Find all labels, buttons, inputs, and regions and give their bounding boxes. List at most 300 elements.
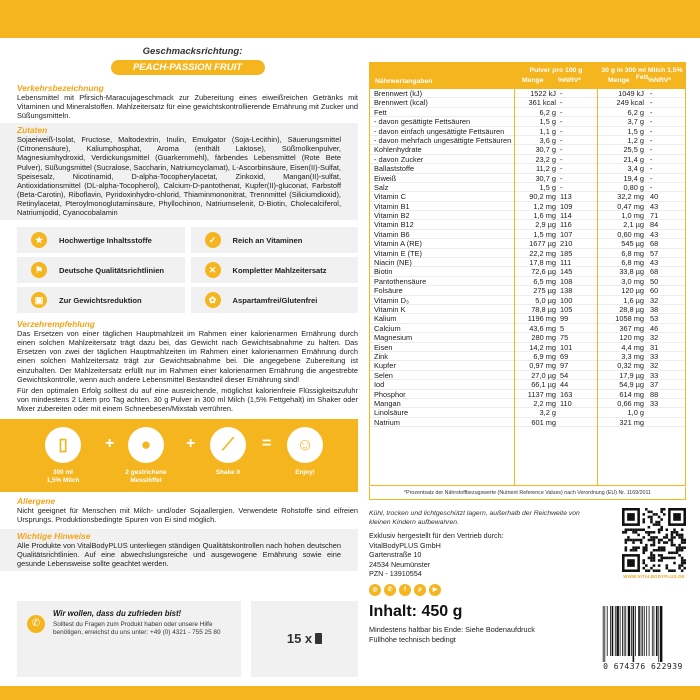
- nutrient-name: Niacin (NE): [374, 258, 412, 268]
- milk-amount: 0,47 mg: [617, 201, 644, 211]
- milk-amount: 54,9 µg: [619, 380, 644, 390]
- nutrition-row: [370, 324, 685, 333]
- manufacturer-line: Exklusiv hergestellt für den Vertrieb durch:: [369, 531, 504, 540]
- nutrition-row: [370, 202, 685, 211]
- barcode: [601, 606, 686, 662]
- milk-amount: 1,2 g: [627, 135, 644, 145]
- milk-amount: 19,4 g: [623, 173, 644, 183]
- powder-amount: 14,2 mg: [529, 342, 556, 352]
- milk-amount: 25,5 g: [623, 145, 644, 155]
- milk-amount: 367 mg: [619, 323, 644, 333]
- powder-amount: 1522 kJ: [530, 89, 556, 98]
- milk-amount: 3,0 mg: [621, 276, 644, 286]
- milk-nrv: 32: [650, 361, 659, 371]
- powder-nrv: 54: [560, 370, 569, 380]
- feature-item: [17, 257, 185, 283]
- nutrition-row: [370, 108, 685, 117]
- section-allergene: [17, 496, 358, 524]
- milk-nrv: 57: [650, 248, 659, 258]
- powder-amount: 3,6 g: [539, 135, 556, 145]
- milk-nrv: 40: [650, 192, 659, 202]
- milk-nrv: 33: [650, 351, 659, 361]
- powder-nrv: -: [560, 135, 563, 145]
- milk-amount: 0,80 g: [623, 182, 644, 192]
- section-title: Wichtige Hinweise: [17, 531, 91, 542]
- powder-nrv: 109: [560, 201, 573, 211]
- section-text: Nicht geeignet für Menschen mit Milch- und/oder Sojaallergien. Verwendete Rohstoffe sind eifreien Ursprungs. Produktionsbedingte Spuren von Ei sind möglich.: [17, 505, 358, 525]
- nutrient-name: Vitamin E (TE): [374, 248, 422, 258]
- milk-amount: 21,4 g: [623, 154, 644, 164]
- milk-nrv: 84: [650, 220, 659, 230]
- milk-amount: 6,8 mg: [621, 248, 644, 258]
- manufacturer-line: Gartenstraße 10: [369, 550, 422, 560]
- powder-amount: 30,7 g: [535, 145, 556, 155]
- powder-nrv: 110: [560, 398, 572, 408]
- manufacturer-line: PZN - 13910554: [369, 569, 422, 579]
- milk-nrv: 37: [650, 380, 659, 390]
- nutrient-name: Folsäure: [374, 286, 403, 296]
- milk-amount: 28,8 µg: [619, 304, 644, 314]
- milk-nrv: -: [650, 173, 653, 183]
- milk-amount: 1,5 g: [627, 126, 644, 136]
- milk-amount: 6,2 g: [627, 107, 644, 117]
- manufacturer-info: [369, 531, 504, 579]
- section-paragraph: Für den optimalen Erfolg solltest du auf eine ausreichende, möglichst kalorienfreie Flüssigkeitszufuhr von mindestens 2 Litern pro Tag achten. 30 g Pulver in 300 ml Milch (1,5% Fettgehalt) im Shaker oder Mixer zubereiten oder mit einem Schneebesen/Mixstab verrühren.: [17, 385, 358, 413]
- powder-amount: 1677 µg: [529, 239, 556, 249]
- milk-nrv: -: [650, 126, 653, 136]
- section-title: Verzehrempfehlung: [17, 319, 95, 330]
- powder-amount: 2,9 µg: [535, 220, 556, 230]
- nutrient-name: Phosphor: [374, 389, 406, 399]
- nutrition-row: [370, 183, 685, 192]
- shaker-icon: ⟋: [210, 427, 246, 463]
- sub-nrv: %NRV*: [558, 77, 581, 84]
- milk-amount: 2,1 µg: [623, 220, 644, 230]
- milk-nrv: -: [650, 89, 653, 98]
- nutrition-row: [370, 267, 685, 276]
- flag-icon: ⚑: [31, 262, 47, 278]
- manufacturer-line: 24534 Neumünster: [369, 559, 431, 569]
- equals-sign: =: [262, 434, 272, 452]
- can-icon: [315, 633, 322, 644]
- nutrition-row: [370, 361, 685, 370]
- qr-code[interactable]: [622, 508, 686, 572]
- youtube-icon[interactable]: ▶: [429, 584, 441, 596]
- powder-amount: 3,2 g: [539, 408, 556, 418]
- nutrition-row: [370, 286, 685, 295]
- powder-nrv: 99: [560, 314, 569, 324]
- nutrition-row: [370, 220, 685, 229]
- milk-nrv: 88: [650, 389, 659, 399]
- storage-note: Kühl, trocken und lichtgeschützt lagern, außerhalb der Reichweite von kleinen Kindern aufbewahren.: [369, 510, 580, 526]
- section-hinweise: [0, 529, 358, 571]
- milk-amount: 0,60 mg: [617, 229, 644, 239]
- nutrient-name: Calcium: [374, 323, 401, 333]
- column-powder: Pulver pro 100 g: [529, 67, 583, 74]
- nutrient-name: Kupfer: [374, 361, 396, 371]
- nutrient-name: Vitamin B12: [374, 220, 414, 230]
- powder-nrv: -: [560, 182, 563, 192]
- milk-nrv: -: [650, 135, 653, 145]
- milk-amount: 1,6 µg: [623, 295, 644, 305]
- sub-nrv: %NRV*: [648, 77, 671, 84]
- feature-item: [17, 227, 185, 253]
- powder-nrv: 108: [560, 276, 573, 286]
- milk-amount: 3,4 g: [627, 164, 644, 174]
- milk-nrv: 32: [650, 295, 659, 305]
- package-count-box: [251, 601, 358, 677]
- nutrition-row: [370, 211, 685, 220]
- sub-amount: Menge: [522, 77, 544, 84]
- whatsapp-icon[interactable]: ✆: [384, 584, 396, 596]
- powder-nrv: 114: [560, 211, 572, 221]
- net-content: Inhalt: 450 g: [369, 603, 463, 620]
- nutrient-name: Vitamin K: [374, 304, 406, 314]
- wheat-icon: ✿: [205, 292, 221, 308]
- nutrition-row: [370, 127, 685, 136]
- powder-nrv: 5: [560, 323, 565, 333]
- plus-sign: +: [186, 434, 196, 452]
- milk-nrv: 68: [650, 239, 659, 249]
- powder-amount: 30,7 g: [535, 173, 556, 183]
- powder-nrv: 210: [560, 239, 573, 249]
- powder-amount: 27,0 µg: [531, 370, 556, 380]
- nutrition-header: [370, 63, 685, 89]
- powder-amount: 6,9 mg: [533, 351, 556, 361]
- nutrient-name: Selen: [374, 370, 393, 380]
- nutrition-row: [370, 249, 685, 258]
- milk-nrv: 53: [650, 314, 659, 324]
- feature-grid: [17, 227, 358, 313]
- nutrition-row: [370, 333, 685, 342]
- powder-amount: 6,2 g: [539, 107, 556, 117]
- social-icons: [369, 584, 441, 596]
- step-caption: Shake it: [215, 468, 241, 476]
- package-count: 15 x: [286, 631, 313, 646]
- nutrition-row: [370, 399, 685, 408]
- section-title: Zutaten: [17, 125, 48, 136]
- milk-nrv: 68: [650, 267, 659, 277]
- powder-amount: 1,2 mg: [533, 201, 556, 211]
- nutrient-name: Mangan: [374, 398, 401, 408]
- scale-icon: ▣: [31, 292, 47, 308]
- powder-nrv: 107: [560, 229, 573, 239]
- powder-amount: 1,1 g: [539, 126, 556, 136]
- powder-nrv: 69: [560, 351, 569, 361]
- feature-label: Kompletter Mahlzeitersatz: [232, 265, 327, 275]
- milk-amount: 0,66 mg: [617, 398, 644, 408]
- fill-note: Füllhöhe technisch bedingt: [369, 634, 456, 644]
- nutrient-name: Kohlenhydrate: [374, 145, 422, 155]
- step-caption: 2 gestrichene Messlöffel: [125, 468, 167, 484]
- nutrition-row: [370, 117, 685, 126]
- nutrition-row: [370, 380, 685, 389]
- feature-label: Deutsche Qualitätsrichtlinien: [59, 265, 165, 275]
- nutrient-name: Vitamin A (RE): [374, 239, 422, 249]
- nutrient-name: Salz: [374, 182, 389, 192]
- nutrition-row: [370, 343, 685, 352]
- powder-amount: 6,5 mg: [533, 276, 556, 286]
- powder-nrv: 105: [560, 304, 573, 314]
- nutrient-name: Fett: [374, 107, 387, 117]
- nutrient-name: Biotin: [374, 267, 393, 277]
- feature-item: [191, 287, 359, 313]
- milk-amount: 120 µg: [621, 286, 644, 296]
- nutrition-row: [370, 371, 685, 380]
- milk-amount: 1049 kJ: [618, 89, 644, 98]
- milk-amount: 6,8 mg: [621, 258, 644, 268]
- nutrition-footnote: *Prozentsatz der Nährstoffbezugswerte (Nutrient Reference Values) nach Verordnung (EU) Nr. 1169/2011: [369, 487, 686, 500]
- powder-amount: 90,2 mg: [529, 192, 556, 202]
- contact-text: Solltest du Fragen zum Produkt haben oder unsere Hilfe benötigen, erreichst du uns unter: +49 (0) 4321 - 755 25 80: [53, 621, 221, 637]
- best-before-info: [369, 625, 535, 644]
- top-color-band: [0, 0, 700, 38]
- instagram-icon[interactable]: ◎: [369, 584, 381, 596]
- powder-amount: 72,6 µg: [531, 267, 556, 277]
- nutrition-row: [370, 239, 685, 248]
- nutrition-header-label: Nährwertangaben: [375, 78, 433, 85]
- milk-amount: 32,2 mg: [617, 192, 644, 202]
- section-text: Sojaeiweiß-Isolat, Fructose, Maltodextrin, Inulin, Emulgator (Soja-Lecithin), Säuerungsmittel (Citronensäure), Kaliumphosphat, Aroma (enthält Laktose), Süßmolkenpulver, Magnesiumhydroxid, Verdickungsmittel (Guarkernmehl), färbendes Lebensmittel (Rote Bete Pulver), Süßungsmittel (Sucralose, Saccharin, Natriumcyclamat), L-Ascorbinsäure, Eisen(II)-Sulfat, Speisesalz, Nicotinamid, D-alpha-Tocopherylacetat, Zinkoxid, Mangan(II)-sulfat, Antioxidationsmittel (DL-alpha-Tocopherol), Calcium-D-pantothenat, Kupfer(II)-gluconat, Farbstoff (Beta-Carotin), Riboflavin, Pyridoxinhydro-chlorid, Thiaminmononitrat, Trennmittel (Siliciumdioxid), Retinylacetat, Pteroylmonoglutaminsäure, Phyllochinon, Natriumselenit, D-Biotin, Cholecalciferol, Natriumjodid, Cyanocobalamin: [17, 135, 341, 218]
- powder-nrv: -: [560, 126, 563, 136]
- pinterest-icon[interactable]: p: [414, 584, 426, 596]
- milk-amount: 321 mg: [619, 417, 644, 427]
- milk-nrv: -: [650, 154, 653, 164]
- nutrition-row: [370, 390, 685, 399]
- bottom-color-band: [0, 686, 700, 700]
- feature-label: Aspartamfrei/Glutenfrei: [232, 295, 318, 305]
- smiley-icon: ☺: [287, 427, 323, 463]
- milk-nrv: 46: [650, 323, 659, 333]
- powder-nrv: -: [560, 145, 563, 155]
- nutrition-row: [370, 258, 685, 267]
- facebook-icon[interactable]: f: [399, 584, 411, 596]
- section-text: [17, 329, 358, 413]
- nutrient-name: Magnesium: [374, 333, 413, 343]
- milk-amount: 1,0 g: [627, 408, 644, 418]
- nutrient-name: Vitamin B2: [374, 211, 410, 221]
- powder-nrv: 101: [560, 342, 573, 352]
- milk-nrv: 71: [650, 211, 659, 221]
- nutrient-name: Zink: [374, 351, 388, 361]
- powder-amount: 1196 mg: [527, 314, 556, 324]
- powder-nrv: 138: [560, 286, 573, 296]
- milk-amount: 4,4 mg: [621, 342, 644, 352]
- milk-amount: 1058 mg: [615, 314, 644, 324]
- powder-nrv: -: [560, 107, 563, 117]
- nutrition-row: [370, 192, 685, 201]
- powder-amount: 11,2 g: [536, 164, 556, 174]
- milk-amount: 1,0 mg: [621, 211, 644, 221]
- milk-nrv: 43: [650, 201, 659, 211]
- powder-amount: 22,2 mg: [529, 248, 556, 258]
- nutrition-row: [370, 98, 685, 107]
- powder-amount: 361 kcal: [528, 98, 556, 108]
- section-verzehrempfehlung: [17, 319, 358, 413]
- section-title: Verkehrsbezeichnung: [17, 83, 104, 93]
- nutrition-row: [370, 296, 685, 305]
- powder-nrv: 100: [560, 295, 573, 305]
- left-column: [17, 46, 358, 571]
- milk-nrv: -: [650, 107, 653, 117]
- nutrition-row: [370, 136, 685, 145]
- powder-nrv: 75: [560, 333, 569, 343]
- powder-amount: 17,8 mg: [529, 258, 556, 268]
- nutrition-row: [370, 408, 685, 417]
- milk-nrv: 60: [650, 286, 659, 296]
- step-caption: Enjoy!: [295, 468, 315, 476]
- nutrient-name: Vitamin B6: [374, 229, 410, 239]
- milk-nrv: -: [650, 164, 653, 174]
- powder-amount: 0,97 mg: [529, 361, 556, 371]
- section-text: Lebensmittel mit Pfirsich-Maracujageschmack zur Zubereitung eines eiweißreichen Getränks mit Vitaminen und Mineralstoffen. Mahlzeitersatz für eine gewichtskontrollierende Ernährung mit Zucker und Süßungsmitteln.: [17, 93, 358, 121]
- ean-number: 0 674376 622939: [603, 662, 683, 671]
- milk-nrv: 33: [650, 398, 659, 408]
- milk-amount: 0,32 mg: [617, 361, 644, 371]
- nutrient-name: - davon Zucker: [374, 154, 424, 164]
- milk-amount: 33,8 µg: [619, 267, 644, 277]
- shield-check-icon: ✓: [205, 232, 221, 248]
- cutlery-icon: ✕: [205, 262, 221, 278]
- powder-amount: 1137 mg: [527, 389, 556, 399]
- milk-amount: 3,3 mg: [621, 351, 644, 361]
- nutrient-name: - davon mehrfach ungesättigte Fettsäuren: [374, 135, 512, 145]
- powder-nrv: 116: [560, 220, 572, 230]
- powder-amount: 1,6 mg: [533, 211, 556, 221]
- section-title: Allergene: [17, 495, 56, 506]
- powder-amount: 280 mg: [531, 333, 556, 343]
- nutrition-row: [370, 314, 685, 323]
- milk-nrv: 33: [650, 370, 659, 380]
- milk-nrv: 50: [650, 276, 659, 286]
- powder-amount: 1,5 mg: [533, 229, 556, 239]
- powder-nrv: 185: [560, 248, 573, 258]
- nutrient-name: Vitamin D₃: [374, 295, 409, 305]
- nutrition-row: [370, 164, 685, 173]
- star-icon: ★: [31, 232, 47, 248]
- nutrition-row: [370, 277, 685, 286]
- feature-label: Zur Gewichtsreduktion: [59, 295, 142, 305]
- section-verkehrsbezeichnung: [17, 83, 358, 120]
- flavor-heading: Geschmacksrichtung:: [142, 46, 243, 57]
- contact-box: [17, 601, 241, 677]
- column-divider: [514, 63, 515, 485]
- scoop-icon: ●: [128, 427, 164, 463]
- nutrient-name: Brennwert (kJ): [374, 89, 423, 98]
- powder-nrv: -: [560, 173, 563, 183]
- flavor-name-pill: PEACH-PASSION FRUIT: [111, 60, 265, 75]
- feature-label: Hochwertige Inhaltsstoffe: [59, 235, 152, 245]
- nutrient-name: Vitamin B1: [374, 201, 410, 211]
- nutrient-name: Iod: [374, 380, 385, 390]
- feature-item: [191, 227, 359, 253]
- powder-amount: 23,2 g: [535, 154, 556, 164]
- powder-amount: 1,5 g: [539, 182, 556, 192]
- powder-nrv: -: [560, 89, 563, 98]
- nutrition-row: [370, 145, 685, 154]
- powder-nrv: -: [560, 154, 563, 164]
- milk-nrv: 38: [650, 304, 659, 314]
- powder-nrv: 113: [560, 192, 572, 202]
- powder-nrv: -: [560, 117, 563, 127]
- nutrient-name: Eisen: [374, 342, 393, 352]
- sub-amount: Menge: [608, 77, 630, 84]
- powder-nrv: 145: [560, 267, 573, 277]
- qr-caption: WWW.VITALBODYPLUS.DE: [623, 574, 685, 579]
- milk-glass-icon: ▯: [45, 427, 81, 463]
- nutrition-row: [370, 305, 685, 314]
- nutrition-row: [370, 418, 685, 427]
- phone-icon: ✆: [27, 615, 45, 633]
- nutrient-name: Eiweiß: [374, 173, 397, 183]
- contact-title: Wir wollen, dass du zufrieden bist!: [53, 609, 182, 618]
- milk-nrv: 32: [650, 333, 659, 343]
- milk-nrv: 43: [650, 258, 659, 268]
- nutrient-name: Brennwert (kcal): [374, 98, 428, 108]
- powder-nrv: 111: [560, 258, 572, 268]
- nutrient-name: Ballaststoffe: [374, 164, 415, 174]
- milk-amount: 3,7 g: [627, 117, 644, 127]
- nutrient-name: Linolsäure: [374, 408, 409, 418]
- powder-amount: 1,5 g: [539, 117, 556, 127]
- nutrition-table: [369, 62, 686, 486]
- milk-nrv: -: [650, 182, 653, 192]
- powder-nrv: 97: [560, 361, 569, 371]
- feature-item: [17, 287, 185, 313]
- powder-amount: 2,2 mg: [533, 398, 556, 408]
- manufacturer-line: VitalBodyPLUS GmbH: [369, 540, 441, 550]
- nutrition-row: [370, 230, 685, 239]
- nutrient-name: Vitamin C: [374, 192, 406, 202]
- milk-amount: 120 mg: [619, 333, 644, 343]
- milk-nrv: -: [650, 145, 653, 155]
- milk-amount: 17,9 µg: [619, 370, 644, 380]
- powder-amount: 78,8 µg: [531, 304, 556, 314]
- best-before: Mindestens haltbar bis Ende: Siehe Bodenaufdruck: [369, 625, 535, 634]
- step-caption: 300 ml 1,5% Milch: [46, 468, 80, 484]
- feature-label: Reich an Vitaminen: [232, 235, 303, 245]
- milk-nrv: 31: [650, 342, 659, 352]
- nutrient-name: Pantothensäure: [374, 276, 427, 286]
- column-divider: [597, 63, 598, 485]
- milk-amount: 614 mg: [619, 389, 644, 399]
- nutrition-rows: [370, 89, 685, 427]
- nutrition-row: [370, 89, 685, 98]
- section-text: Alle Produkte von VitalBodyPLUS unterliegen ständigen Qualitätskontrollen nach hohen deutschen Qualitätsrichtlinien. Auf eine abwechslungsreiche und ausgewogene Ernährung sowie eine gesunde Lebensweise sollte geachtet werden.: [17, 541, 341, 569]
- nutrient-name: - davon einfach ungesättigte Fettsäuren: [374, 126, 505, 136]
- preparation-strip: [0, 419, 358, 492]
- powder-nrv: -: [560, 98, 563, 108]
- milk-amount: 545 µg: [621, 239, 644, 249]
- milk-nrv: -: [650, 117, 653, 127]
- nutrition-row: [370, 352, 685, 361]
- plus-sign: +: [105, 434, 115, 452]
- milk-amount: 249 kcal: [616, 98, 644, 108]
- nutrient-name: - davon gesättigte Fettsäuren: [374, 117, 471, 127]
- nutrition-row: [370, 174, 685, 183]
- section-paragraph: Das Ersetzen von einer täglichen Hauptmahlzeit im Rahmen einer kalorienarmen Ernährung durch einen solchen Mahlzeitersatz trägt dazu bei, das Gewicht nach Gewichtsabnahme zu halten. Das Ersetzen von zwei der täglichen Hauptmahlzeiten im Rahmen einer kalorienarmen Ernährung durch einen solchen Mahlzeitersatz trägt zur Gewichtsabnahme bei. Die angegebene Zubereitung ist einzuhalten. Der Mahlzeitersatz erfüllt nur im Rahmen einer kalorienarmen Ernährung die angestrebte Gewichtskontrolle, wenn auch andere Lebensmittel Bestandteil dieser Ernährung sind!: [17, 329, 358, 384]
- feature-item: [191, 257, 359, 283]
- milk-nrv: 43: [650, 229, 659, 239]
- nutrient-name: Natrium: [374, 417, 400, 427]
- milk-nrv: -: [650, 98, 653, 108]
- section-zutaten: [0, 123, 358, 220]
- powder-amount: 5,0 µg: [535, 295, 556, 305]
- nutrient-name: Kalium: [374, 314, 397, 324]
- powder-amount: 43,6 mg: [529, 323, 556, 333]
- powder-nrv: 44: [560, 380, 569, 390]
- powder-amount: 275 µg: [533, 286, 556, 296]
